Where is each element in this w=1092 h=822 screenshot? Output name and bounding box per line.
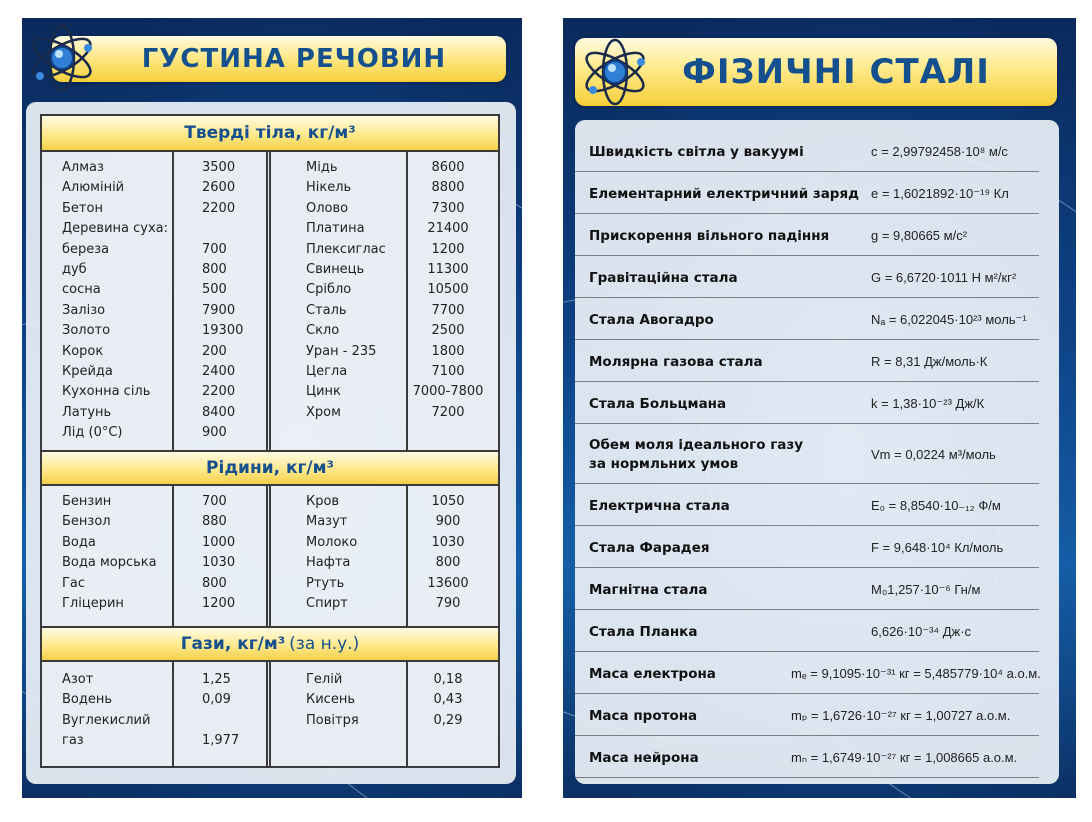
constants-title: ФІЗИЧНІ СТАЛІ <box>682 52 990 92</box>
constant-name: Стала Больцмана <box>589 396 727 412</box>
density-value: 7300 <box>431 200 465 216</box>
constants-poster <box>563 18 1076 798</box>
constant-value: k = 1,38·10⁻²³ Дж/К <box>871 396 985 411</box>
constant-name: Маса нейрона <box>589 750 699 766</box>
constant-value: e = 1,6021892·10⁻¹⁹ Кл <box>871 186 1009 201</box>
atom-icon <box>579 36 651 108</box>
substance-name: Кров <box>306 494 340 509</box>
substance-name: газ <box>62 733 84 749</box>
substance-name: Цегла <box>306 364 348 379</box>
density-value: 2600 <box>202 180 236 196</box>
density-value: 800 <box>202 262 227 277</box>
constant-name: Стала Фарадея <box>589 540 710 556</box>
density-value: 1050 <box>431 494 465 509</box>
substance-name: Азот <box>62 672 94 687</box>
substance-name: Корок <box>62 343 104 359</box>
substance-name: Повітря <box>306 712 359 728</box>
density-value: 2400 <box>202 364 236 379</box>
substance-name: Вода <box>62 534 96 550</box>
density-value: 0,09 <box>202 692 231 708</box>
constant-row <box>575 172 1039 214</box>
density-title-bar <box>52 36 506 82</box>
substance-name: Нафта <box>306 555 351 571</box>
substance-name: Олово <box>306 200 349 216</box>
density-value: 2200 <box>202 200 236 216</box>
density-value: 8400 <box>202 404 236 420</box>
density-value: 21400 <box>427 221 469 237</box>
substance-name: Цинк <box>306 384 341 400</box>
density-poster <box>22 18 522 798</box>
substance-name: Золото <box>62 323 111 339</box>
gases-heading-note: (за н.у.) <box>289 634 360 654</box>
substance-name: Гас <box>62 575 86 591</box>
substance-name: Кисень <box>306 692 355 708</box>
constant-value: mₑ = 9,1095·10⁻³¹ кг = 5,485779·10⁴ а.о.м. <box>791 666 1041 681</box>
substance-name: Плексиглас <box>306 241 386 257</box>
density-value: 7900 <box>202 302 236 318</box>
divider <box>266 486 271 626</box>
constant-row <box>575 526 1039 568</box>
divider <box>172 486 174 626</box>
constant-name: Маса протона <box>589 708 698 724</box>
gases-heading-text: Гази, кг/м³ <box>180 634 286 654</box>
constant-row <box>575 424 1039 484</box>
substance-name: Гелій <box>306 672 343 687</box>
constant-name: Прискорення вільного падіння <box>589 228 830 244</box>
substance-name: Скло <box>306 323 340 339</box>
substance-name: Бетон <box>62 200 103 216</box>
substance-name: Латунь <box>62 404 112 420</box>
density-value: 1,25 <box>202 672 231 687</box>
density-value: 800 <box>435 555 461 571</box>
constant-value: G = 6,6720·1011 Н м²/кг² <box>871 270 1017 285</box>
constant-value: M₀1,257·10⁻⁶ Гн/м <box>871 582 981 597</box>
substance-name: Залізо <box>62 302 106 318</box>
density-value: 500 <box>202 282 227 298</box>
substance-name: Мідь <box>306 160 338 175</box>
density-value: 1,977 <box>202 733 240 749</box>
constant-name-line2: за нормльних умов <box>589 456 739 472</box>
density-value: 8800 <box>431 180 465 196</box>
constant-value: c = 2,99792458·10⁸ м/с <box>871 144 1008 159</box>
density-value: 1000 <box>202 534 236 550</box>
substance-name: Сталь <box>306 302 347 318</box>
density-value: 19300 <box>202 323 244 339</box>
density-value: 900 <box>202 425 227 441</box>
substance-name: Хром <box>306 404 341 420</box>
constant-row <box>575 130 1039 172</box>
density-value: 900 <box>435 514 461 530</box>
constant-name: Швидкість світла у вакуумі <box>589 144 804 160</box>
substance-name: Ртуть <box>306 575 345 591</box>
substance-name: Бензин <box>62 494 112 509</box>
solids-section <box>42 152 498 450</box>
gases-section <box>42 662 498 766</box>
constant-name: Молярна газова стала <box>589 354 763 370</box>
constant-row <box>575 484 1039 526</box>
density-value: 13600 <box>427 575 469 591</box>
divider <box>266 662 271 766</box>
density-value: 1200 <box>202 596 236 611</box>
atom-icon <box>26 22 98 94</box>
substance-name: Уран - 235 <box>306 343 377 359</box>
divider <box>172 662 174 766</box>
constant-name: Обем моля ідеального газу <box>589 437 804 453</box>
substance-name: Гліцерин <box>62 596 124 611</box>
constant-row <box>575 610 1039 652</box>
liquids-heading <box>42 450 498 486</box>
substance-name: Вода морська <box>62 555 157 571</box>
density-value: 10500 <box>427 282 469 298</box>
constant-row <box>575 568 1039 610</box>
constant-row <box>575 340 1039 382</box>
density-value: 0,18 <box>433 672 463 687</box>
constant-row <box>575 652 1039 694</box>
substance-name: Нікель <box>306 180 352 196</box>
substance-name: Платина <box>306 221 365 237</box>
density-value: 11300 <box>427 262 469 277</box>
substance-name: Бензол <box>62 514 111 530</box>
density-value: 790 <box>435 596 461 611</box>
constant-row <box>575 736 1039 778</box>
substance-name: Молоко <box>306 534 358 550</box>
liquids-heading-text: Рідини, кг/м³ <box>206 458 334 478</box>
density-value: 7100 <box>431 364 465 379</box>
density-table <box>40 114 500 768</box>
constant-row <box>575 298 1039 340</box>
density-value: 1200 <box>431 241 465 257</box>
density-title: ГУСТИНА РЕЧОВИН <box>141 44 447 74</box>
substance-name: Свинець <box>306 262 365 277</box>
density-value: 0,29 <box>433 712 463 728</box>
gases-heading <box>42 626 498 662</box>
constant-name: Магнітна стала <box>589 582 708 598</box>
substance-name: Крейда <box>62 364 113 379</box>
constant-name: Гравітаційна стала <box>589 270 738 286</box>
density-value: 800 <box>202 575 227 591</box>
density-value: 3500 <box>202 160 236 175</box>
density-value: 8600 <box>431 160 465 175</box>
liquids-section <box>42 486 498 626</box>
density-value: 880 <box>202 514 227 530</box>
substance-name: Алмаз <box>62 160 104 175</box>
density-value: 7700 <box>431 302 465 318</box>
solids-heading <box>42 116 498 152</box>
substance-name: дуб <box>62 262 87 277</box>
constant-name: Електрична стала <box>589 498 730 514</box>
divider <box>172 152 174 450</box>
substance-name: Спирт <box>306 596 348 611</box>
density-value: 1800 <box>431 343 465 359</box>
substance-name: Мазут <box>306 514 348 530</box>
substance-name: береза <box>62 241 110 257</box>
density-value: 1030 <box>202 555 236 571</box>
substance-name: Водень <box>62 692 113 708</box>
density-value: 2500 <box>431 323 465 339</box>
substance-name: Срібло <box>306 282 352 298</box>
divider <box>266 152 271 450</box>
density-value: 7200 <box>431 404 465 420</box>
constant-row <box>575 256 1039 298</box>
constant-name: Стала Авогадро <box>589 312 714 328</box>
constant-value: mₙ = 1,6749·10⁻²⁷ кг = 1,008665 а.о.м. <box>791 750 1018 765</box>
constant-value: Vm = 0,0224 м³/моль <box>871 447 996 462</box>
density-value: 7000-7800 <box>412 384 484 400</box>
substance-name: сосна <box>62 282 101 298</box>
constant-value: F = 9,648·10⁴ Кл/моль <box>871 540 1004 555</box>
constant-name: Стала Планка <box>589 624 698 640</box>
density-value: 2200 <box>202 384 236 400</box>
constant-row <box>575 382 1039 424</box>
density-value: 200 <box>202 343 227 359</box>
constant-value: Nₐ = 6,022045·10²³ моль⁻¹ <box>871 312 1027 327</box>
substance-name: Лід (0°С) <box>62 425 123 441</box>
density-value: 0,43 <box>433 692 463 708</box>
constants-panel <box>575 120 1059 784</box>
constant-value: mₚ = 1,6726·10⁻²⁷ кг = 1,00727 а.о.м. <box>791 708 1011 723</box>
substance-name: Деревина суха: <box>62 221 168 237</box>
solids-heading-text: Тверді тіла, кг/м³ <box>184 123 356 143</box>
constant-value: R = 8,31 Дж/моль·К <box>871 354 988 369</box>
constant-row <box>575 214 1039 256</box>
density-value: 700 <box>202 494 227 509</box>
substance-name: Кухонна сіль <box>62 384 151 400</box>
constant-name: Елементарний електричний заряд <box>589 186 860 202</box>
density-panel <box>26 102 516 784</box>
constant-value: g = 9,80665 м/с² <box>871 228 968 243</box>
constant-value: E₀ = 8,8540·10₋₁₂ Ф/м <box>871 498 1001 513</box>
constant-row <box>575 694 1039 736</box>
density-value: 700 <box>202 241 227 257</box>
substance-name: Вуглекислий <box>62 712 151 728</box>
substance-name: Алюміній <box>62 180 125 196</box>
density-value: 1030 <box>431 534 465 550</box>
constant-value: 6,626·10⁻³⁴ Дж·с <box>871 624 972 639</box>
constant-name: Маса електрона <box>589 666 716 682</box>
